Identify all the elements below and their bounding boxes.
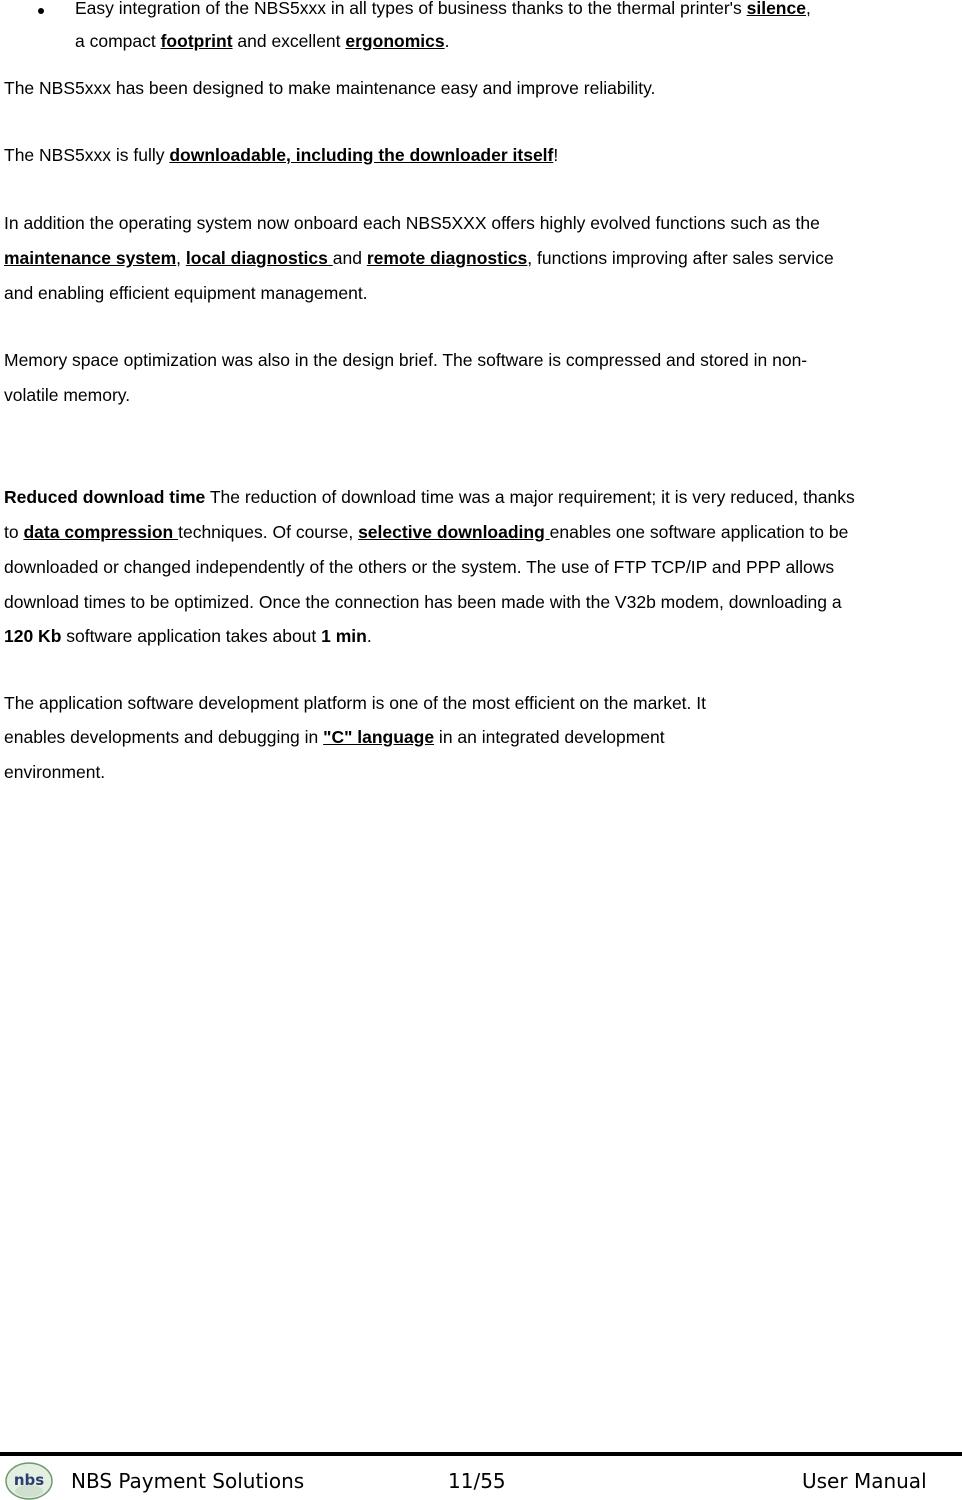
keyword-ergonomics: ergonomics [345,31,445,51]
paragraph-platform-line-3: environment. [4,762,106,782]
svg-text:nbs: nbs [13,1471,45,1489]
paragraph-os-line-3: and enabling efficient equipment management. [4,283,368,303]
paragraph-reduced-line-5: 120 Kb software application takes about 1 min. [4,626,372,646]
page-footer [0,1458,962,1500]
footer-doc-title: User Manual [802,1469,927,1493]
bullet-dot [38,8,44,14]
paragraph-os-line-1: In addition the operating system now onboard each NBS5XXX offers highly evolved functions such as the [4,213,820,233]
paragraph-downloadable: The NBS5xxx is fully downloadable, including the downloader itself! [4,145,559,165]
paragraph-memory-line-2: volatile memory. [4,385,131,405]
keyword-maintenance-system: maintenance system [4,248,177,268]
keyword-remote-diagnostics: remote diagnostics [366,248,528,268]
paragraph-platform-line-1: The application software development platform is one of the most efficient on the market. It [4,693,706,713]
keyword-silence: silence [746,0,806,18]
keyword-selective-downloading: selective downloading [358,522,550,542]
footer-rule [0,1452,962,1456]
footer-page-number: 11/55 [448,1469,506,1493]
bullet-line-2: a compact footprint and excellent ergonomics. [75,31,450,51]
paragraph-reduced-line-2: to data compression techniques. Of course, selective downloading enables one software application to be [4,522,849,542]
paragraph-platform-line-2: enables developments and debugging in "C" language in an integrated development [4,727,665,747]
paragraph-reduced-line-3: downloaded or changed independently of the others or the system. The use of FTP TCP/IP and PPP allows [4,557,835,577]
paragraph-reduced-line-1: Reduced download time The reduction of download time was a major requirement; it is very reduced, thanks [4,487,855,507]
value-120kb: 120 Kb [4,626,62,646]
keyword-downloadable: downloadable, including the downloader itself [169,145,554,165]
bullet-line-1: Easy integration of the NBS5xxx in all types of business thanks to the thermal printer's silence, [75,0,811,18]
paragraph-reduced-line-4: download times to be optimized. Once the connection has been made with the V32b modem, downloading a [4,592,842,612]
paragraph-memory-line-1: Memory space optimization was also in the design brief. The software is compressed and stored in non- [4,350,808,370]
keyword-local-diagnostics: local diagnostics [185,248,333,268]
footer-company: NBS Payment Solutions [71,1469,305,1493]
paragraph-maintenance: The NBS5xxx has been designed to make maintenance easy and improve reliability. [4,78,656,98]
keyword-footprint: footprint [160,31,233,51]
nbs-logo [4,1460,54,1500]
keyword-data-compression: data compression [23,522,179,542]
keyword-c-language: "C" language [323,727,435,747]
paragraph-os-line-2: maintenance system, local diagnostics and remote diagnostics, functions improving after sales service [4,248,834,268]
heading-reduced-download: Reduced download time [4,487,206,507]
value-1min: 1 min [321,626,367,646]
